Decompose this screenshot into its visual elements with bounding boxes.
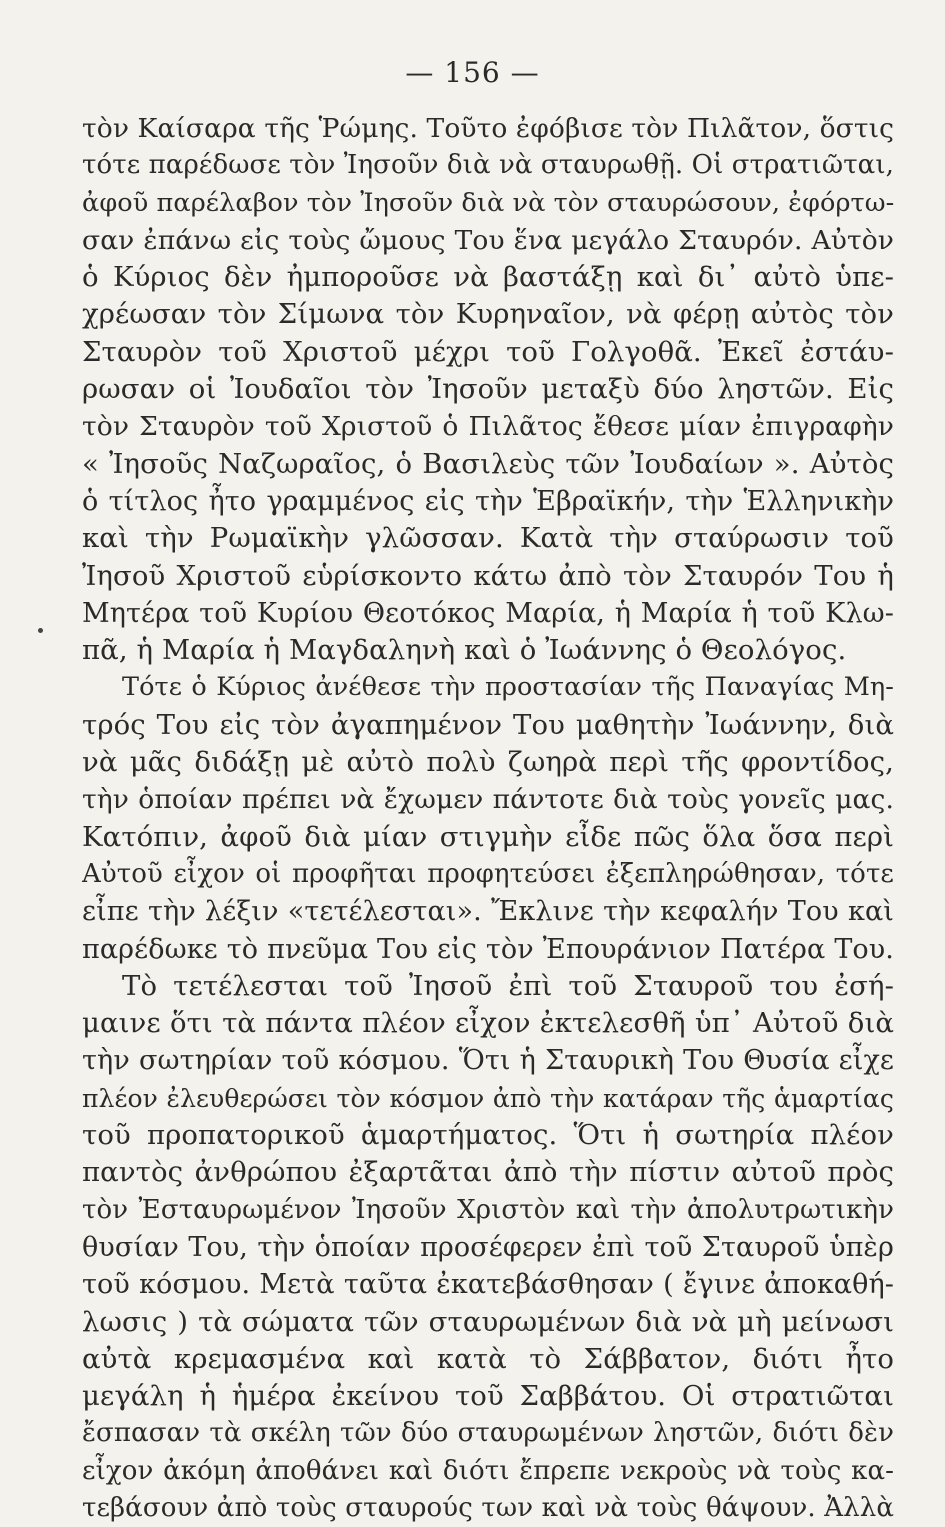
text-line: Τὸ τετέλεσται τοῦ Ἰησοῦ ἐπὶ τοῦ Σταυροῦ του ἐσή- [122,969,894,1002]
text-line: θυσίαν Του, τὴν ὁποίαν προσέφερεν ἐπὶ τοῦ Σταυροῦ ὑπὲρ [82,1231,894,1263]
text-line: τὴν σωτηρίαν τοῦ κόσμου. Ὅτι ἡ Σταυρικὴ Του Θυσία εἶχε [82,1045,894,1077]
text-line: Μητέρα τοῦ Κυρίου Θεοτόκος Μαρία, ἡ Μαρία ἡ τοῦ Κλω- [82,597,894,629]
text-line: Αὐτοῦ εἶχον οἱ προφῆται προφητεύσει ἐξεπληρώθησαν, τότε [82,858,894,889]
text-line: παντὸς ἀνθρώπου ἐξαρτᾶται ἀπὸ τὴν πίστιν αὐτοῦ πρὸς [82,1156,894,1189]
text-line: τὴν ὁποίαν πρέπει νὰ ἔχωμεν πάντοτε διὰ τοὺς γονεῖς μας. [82,784,894,816]
text-line: παρέδωκε τὸ πνεῦμα Του εἰς τὸν Ἐπουράνιον Πατέρα Του. [82,933,894,965]
text-line: Τότε ὁ Κύριος ἀνέθεσε τὴν προστασίαν τῆς Παναγίας Μη- [122,672,894,703]
text-line: τεβάσουν ἀπὸ τοὺς σταυρούς των καὶ νὰ τοὺς θάψουν. Ἀλλὰ [82,1492,894,1523]
body-text [82,110,894,1527]
text-line: Σταυρὸν τοῦ Χριστοῦ μέχρι τοῦ Γολγοθᾶ. Ἐκεῖ ἐστάυ- [82,335,894,368]
text-line: σαν ἐπάνω εἰς τοὺς ὤμους Του ἕνα μεγάλο Σταυρόν. Αὐτὸν [82,224,894,256]
text-line: « Ἰησοῦς Ναζωραῖος, ὁ Βασιλεὺς τῶν Ἰουδαίων ». Αὐτὸς [82,447,894,480]
text-line: ὁ τίτλος ἦτο γραμμένος εἰς τὴν Ἑβραϊκήν, τὴν Ἑλληνικὴν [82,485,894,517]
text-line: Ἰησοῦ Χριστοῦ εὑρίσκοντο κάτω ἀπὸ τὸν Σταυρόν Του ἡ [82,559,894,592]
text-line: Κατόπιν, ἀφοῦ διὰ μίαν στιγμὴν εἶδε πῶς ὅλα ὅσα περὶ [82,820,894,853]
text-line: τρός Του εἰς τὸν ἀγαπημένον Του μαθητὴν Ἰωάννην, διὰ [82,708,894,741]
text-line: χρέωσαν τὸν Σίμωνα τὸν Κυρηναῖον, νὰ φέρῃ αὐτὸς τὸν [82,298,894,331]
text-line: πᾶ, ἡ Μαρία ἡ Μαγδαληνὴ καὶ ὁ Ἰωάννης ὁ Θεολόγος. [82,634,847,667]
ink-speck [38,628,43,633]
text-line: ἀφοῦ παρέλαβον τὸν Ἰησοῦν διὰ νὰ τὸν σταυρώσουν, ἐφόρτω- [82,187,894,218]
text-line: αὐτὰ κρεμασμένα καὶ κατὰ τὸ Σάββατον, διότι ἦτο [82,1342,894,1375]
page-number: — 156 — [405,56,540,89]
text-line: τὸν Καίσαρα τῆς Ῥώμης. Τοῦτο ἐφόβισε τὸν Πιλᾶτον, ὅστις [82,113,894,144]
text-line: ρωσαν οἱ Ἰουδαῖοι τὸν Ἰησοῦν μεταξὺ δύο ληστῶν. Εἰς [82,373,894,406]
text-line: μεγάλη ἡ ἡμέρα ἐκείνου τοῦ Σαββάτου. Οἱ στρατιῶται [82,1380,894,1413]
text-line: εἶπε τὴν λέξιν «τετέλεσται». Ἔκλινε τὴν κεφαλήν Του καὶ [82,896,894,928]
text-line: μαινε ὅτι τὰ πάντα πλέον εἶχον ἐκτελεσθῆ ὑπ᾽ Αὐτοῦ διὰ [82,1007,894,1040]
text-line: ἔσπασαν τὰ σκέλη τῶν δύο σταυρωμένων ληστῶν, διότι δὲν [82,1418,894,1449]
text-line: νὰ μᾶς διδάξῃ μὲ αὐτὸ πολὺ ζωηρὰ περὶ τῆς φροντίδος, [82,746,894,779]
text-line: τὸν Σταυρὸν τοῦ Χριστοῦ ὁ Πιλᾶτος ἔθεσε μίαν ἐπιγραφὴν [82,411,894,443]
text-line: τὸν Ἐσταυρωμένον Ἰησοῦν Χριστὸν καὶ τὴν ἀπολυτρωτικὴν [82,1194,894,1225]
text-line: λωσις ) τὰ σώματα τῶν σταυρωμένων διὰ νὰ μὴ μείνωσι [82,1305,894,1338]
text-line: εἶχον ἀκόμη ἀποθάνει καὶ διότι ἔπρεπε νεκροὺς νὰ τοὺς κα- [82,1455,894,1486]
text-line: ὁ Κύριος δὲν ἠμποροῦσε νὰ βαστάξῃ καὶ δι᾽ αὐτὸ ὑπε- [82,261,894,294]
text-line: πλέον ἐλευθερώσει τὸν κόσμον ἀπὸ τὴν κατάραν τῆς ἁμαρτίας [82,1083,894,1113]
text-line: τοῦ προπατορικοῦ ἁμαρτήματος. Ὅτι ἡ σωτηρία πλέον [82,1119,894,1152]
text-line: τότε παρέδωσε τὸν Ἰησοῦν διὰ νὰ σταυρωθῇ. Οἱ στρατιῶται, [82,150,894,181]
text-line: τοῦ κόσμου. Μετὰ ταῦτα ἐκατεβάσθησαν ( ἔγινε ἀποκαθή- [82,1269,894,1301]
text-line: καὶ τὴν Ρωμαϊκὴν γλῶσσαν. Κατὰ τὴν σταύρωσιν τοῦ [82,522,894,555]
